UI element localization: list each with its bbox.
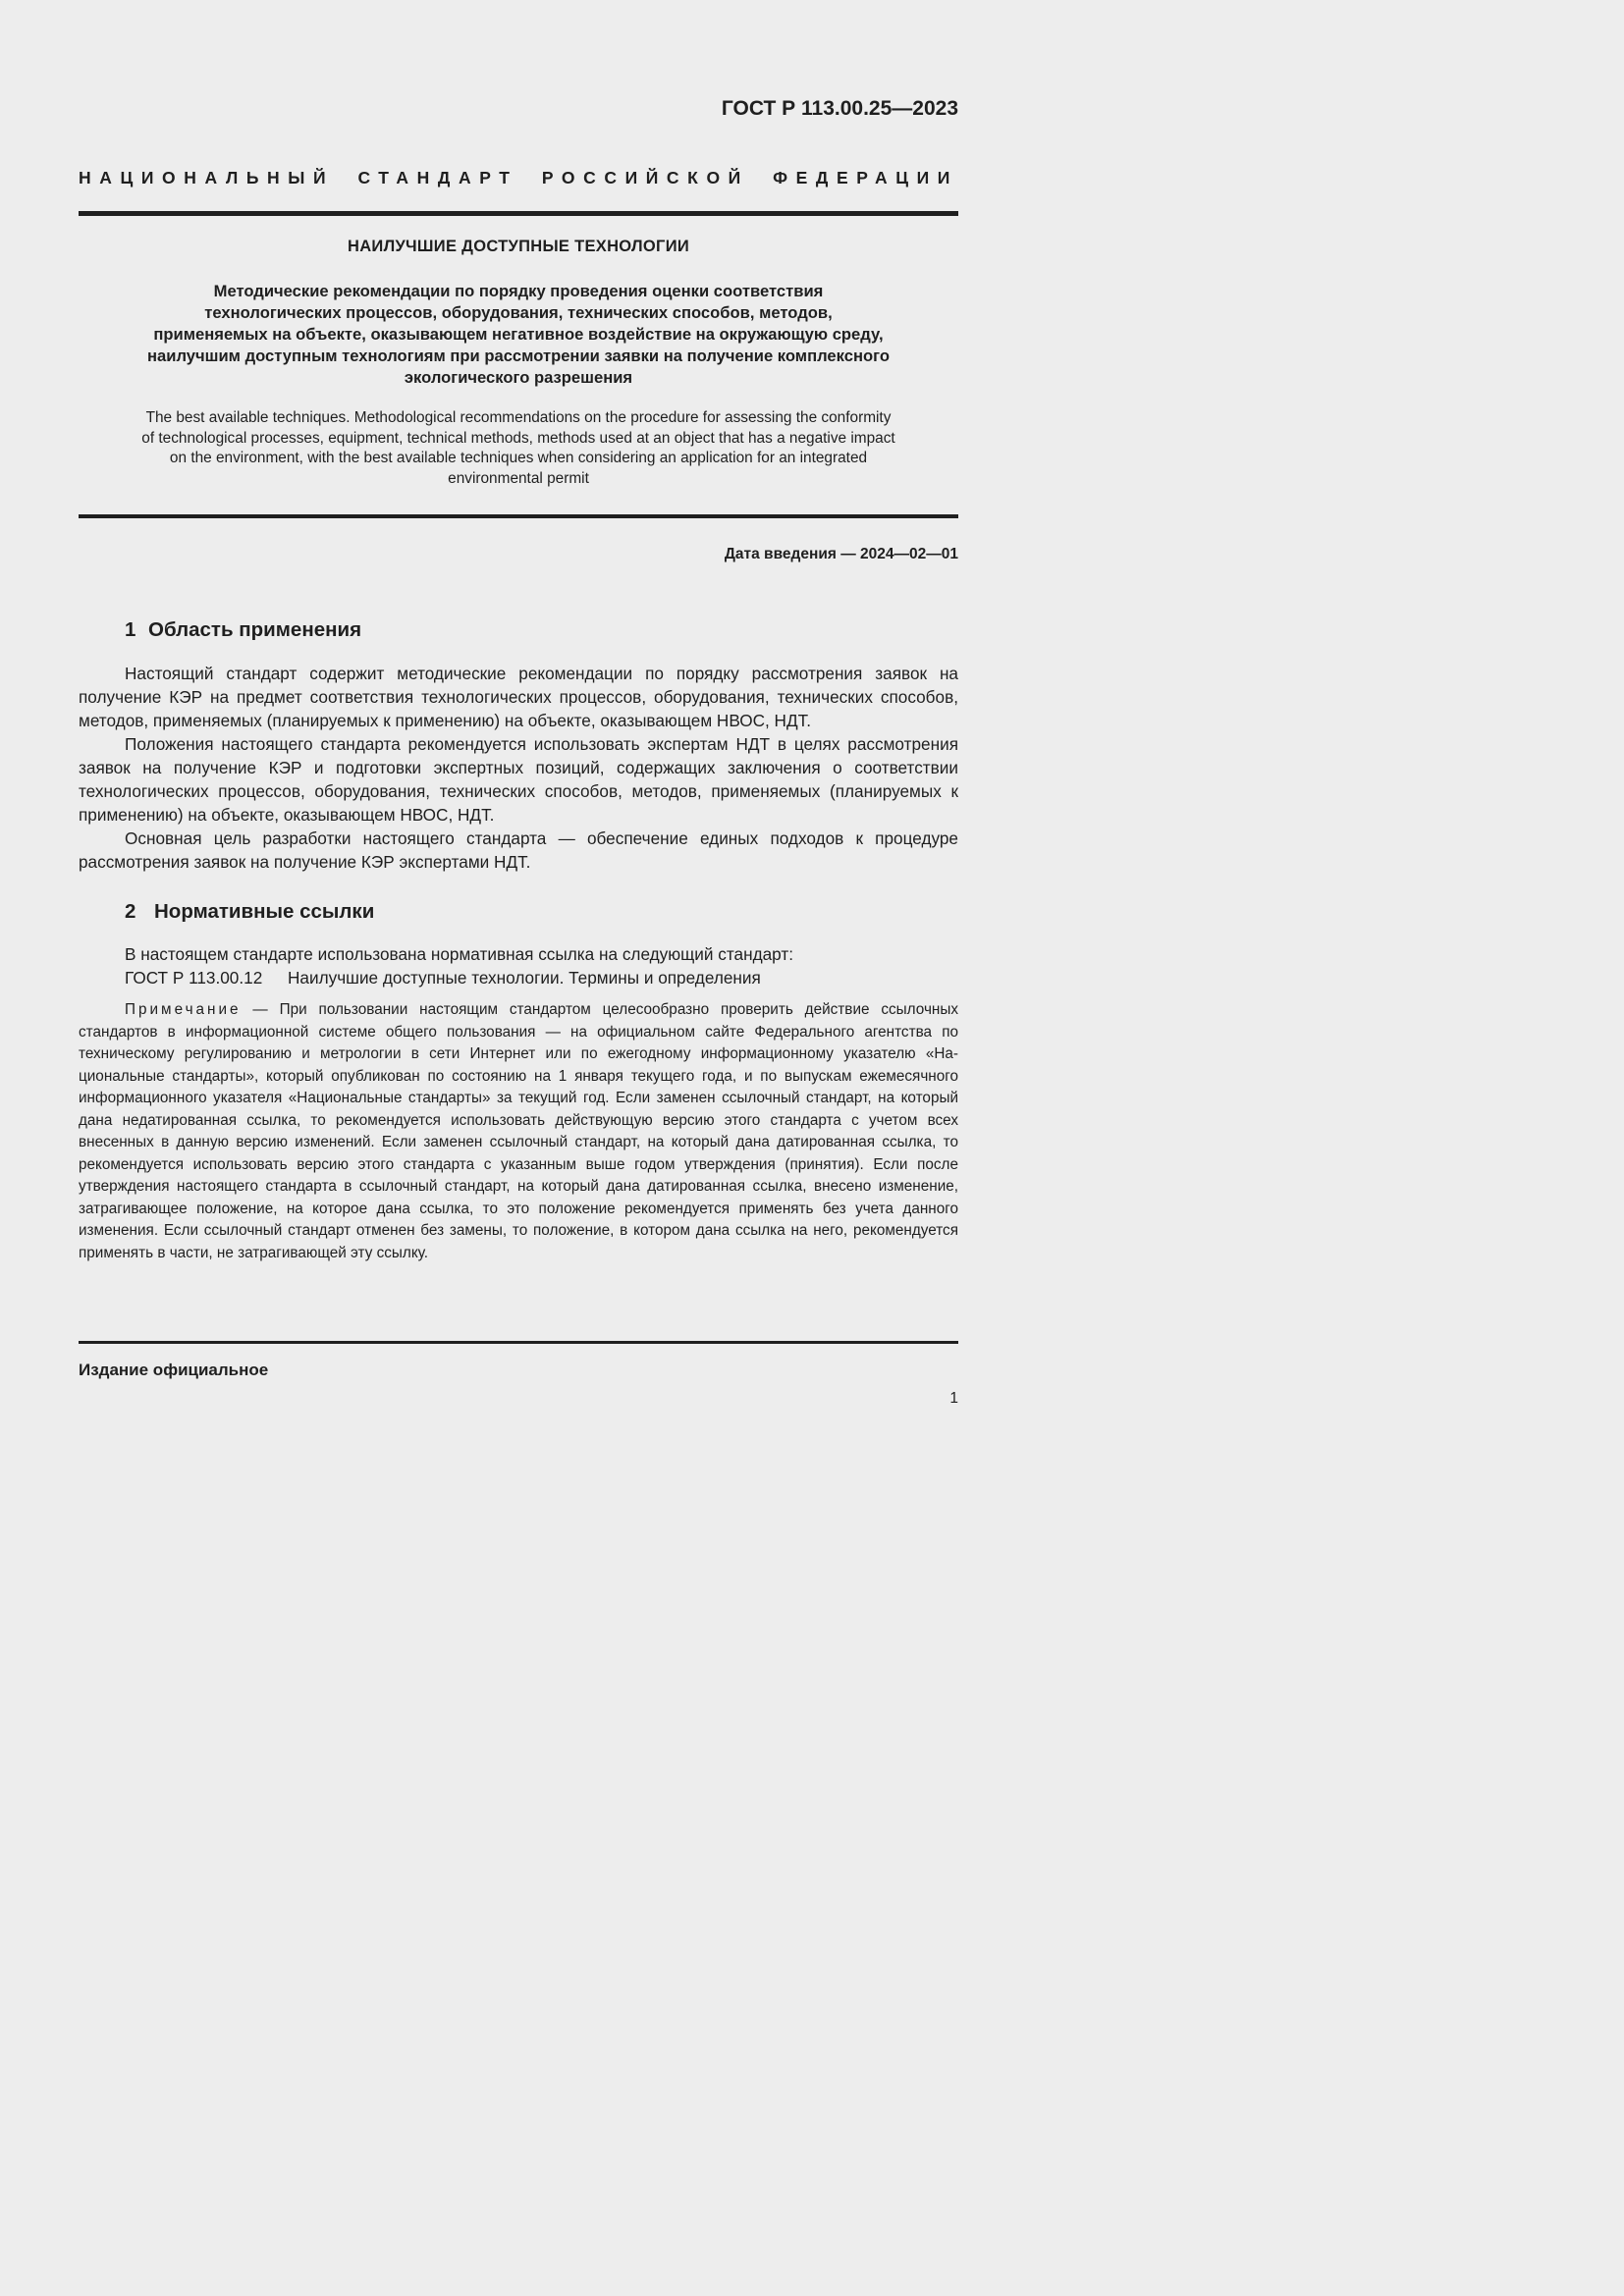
- section-number: 2: [125, 900, 136, 923]
- section-2-heading: [125, 900, 374, 924]
- english-title-line: The best available techniques. Methodological recommendations on the procedure for assessing the conformity: [145, 409, 892, 426]
- subtitle-line: технологических процессов, оборудования, технических способов, методов,: [204, 303, 833, 322]
- section-title: Нормативные ссылки: [154, 900, 375, 923]
- english-title-line: on the environment, with the best available techniques when considering an application for an integrated: [169, 450, 868, 466]
- section-1-body: [79, 662, 958, 874]
- document-title: НАИЛУЧШИЕ ДОСТУПНЫЕ ТЕХНОЛОГИИ: [347, 238, 690, 255]
- english-title-line: of technological processes, equipment, technical methods, methods used at an object that has a negative impact: [141, 429, 895, 447]
- note-paragraph: [79, 999, 958, 1264]
- subtitle-line: наилучшим доступным технологиям при рассмотрении заявки на получение комплексного: [147, 347, 890, 365]
- title-divider: [79, 514, 958, 518]
- national-standard-banner: НАЦИОНАЛЬНЫЙ СТАНДАРТ РОССИЙСКОЙ ФЕДЕРАЦИИ: [79, 168, 958, 187]
- section-1-heading: [125, 618, 361, 642]
- footer-divider: [79, 1341, 958, 1344]
- normative-references: [125, 942, 793, 989]
- subtitle-line: Методические рекомендации по порядку проведения оценки соответствия: [213, 282, 824, 300]
- introduction-date: Дата введения — 2024—02—01: [724, 546, 958, 562]
- official-edition-label: Издание официальное: [79, 1361, 269, 1379]
- references-intro: В настоящем стандарте использована нормативная ссылка на следующий стандарт:: [125, 944, 794, 964]
- section-number: 1: [125, 618, 136, 641]
- paragraph: Положения настоящего стандарта рекомендуется использовать экспертам НДТ в целях рассмотрения заявок на получение КЭР и подготовки экспертных позиций, содержащих заключения о соответствии технологических процессов, оборудования, технических способов, методов, применяемых (планируемых к применению) на объекте, оказывающем НВОС, НДТ.: [79, 734, 958, 825]
- reference-code: ГОСТ Р 113.00.12: [125, 968, 263, 988]
- paragraph: Основная цель разработки настоящего стандарта — обеспечение единых подходов к процедуре рассмотрения заявок на получение КЭР экспертами НДТ.: [79, 828, 958, 872]
- header-divider: [79, 211, 958, 216]
- paragraph: Настоящий стандарт содержит методические рекомендации по порядку рассмотрения заявок на получение КЭР на предмет соответствия технологических процессов, оборудования, технических способов, методов, применяемых (планируемых к применению) на объекте, оказывающем НВОС, НДТ.: [79, 664, 958, 730]
- document-number: ГОСТ Р 113.00.25—2023: [721, 97, 958, 120]
- reference-entry: [125, 966, 793, 989]
- english-title: [79, 408, 958, 489]
- note-block: [79, 999, 958, 1264]
- reference-title: Наилучшие доступные технологии. Термины и определения: [288, 968, 761, 988]
- note-label: Примечание: [125, 1001, 242, 1018]
- note-text: — При пользовании настоящим стандартом целесообразно проверить действие ссылочных стандартов в информационной системе общего пользования — на официальном сайте Федерального агентства по техническому регулированию и метрологии в сети Интернет или по ежегодному информационному указателю «Национальные стандарты», который опубликован по состоянию на 1 января текущего года, и по выпускам ежемесячного информационного указателя «Национальные стандарты» за текущий год. Если заменен ссылочный стандарт, на который дана недатированная ссылка, то рекомендуется использовать действующую версию этого стандарта с учетом всех внесенных в данную версию изменений. Если заменен ссылочный стандарт, на который дана датированная ссылка, то рекомендуется использовать версию этого стандарта с указанным выше годом утверждения (принятия). Если после утверждения настоящего стандарта в ссылочный стандарт, на который дана датированная ссылка, внесено изменение, затрагивающее положение, на которое дана ссылка, то это положение рекомендуется применять без учета данного изменения. Если ссылочный стандарт отменен без замены, то положение, в котором дана ссылка на него, рекомендуется применять в части, не затрагивающей эту ссылку.: [79, 1001, 958, 1261]
- subtitle-line: применяемых на объекте, оказывающем негативное воздействие на окружающую среду,: [153, 325, 884, 344]
- subtitle-line: экологического разрешения: [404, 368, 633, 387]
- english-title-line: environmental permit: [448, 469, 589, 487]
- section-title: Область применения: [148, 618, 362, 641]
- page-number: 1: [949, 1390, 958, 1407]
- document-subtitle: [79, 281, 958, 389]
